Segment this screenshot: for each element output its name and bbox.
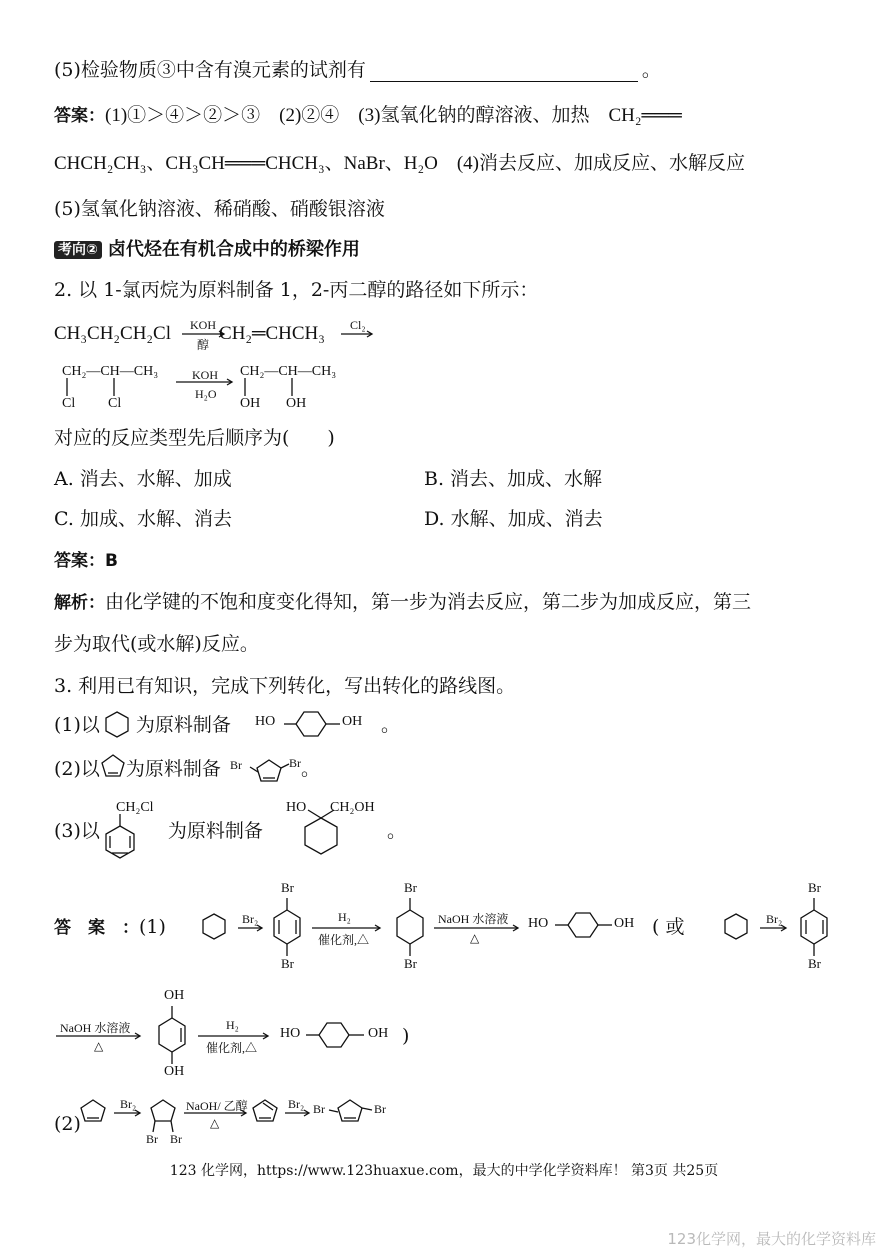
analysis-text-1: 由化学键的不饱和度变化得知，第一步为消去反应，第二步为加成反应，第三 <box>105 591 752 613</box>
cyclohexanediol <box>568 913 598 937</box>
ans-br2-3: Br₂ <box>120 1097 137 1111</box>
ans-br: Br <box>281 880 294 895</box>
dibromocyclohexane <box>397 910 423 944</box>
reagent-koh: KOH <box>190 318 216 332</box>
benzene <box>203 914 225 939</box>
cyclohexanediol-2 <box>319 1023 349 1047</box>
option-d: D. 水解、加成、消去 <box>424 508 603 530</box>
ans-br: Br <box>404 956 417 971</box>
ans-oh-bottom: OH <box>164 1064 185 1079</box>
ans-br2: Br₂ <box>242 912 259 926</box>
q3-p1-end: 。 <box>380 714 400 736</box>
q3-p1-mid: 为原料制备 <box>135 714 231 736</box>
ch2cl-label: CH₂Cl <box>116 800 154 815</box>
question-2-stem: 2. 以 1-氯丙烷为原料制备 1，2-丙二醇的路径如下所示： <box>54 279 539 301</box>
ch2oh-label: CH₂OH <box>330 800 375 815</box>
option-b: B. 消去、加成、水解 <box>424 468 603 490</box>
ans-cat-2: 催化剂,△ <box>206 1041 258 1055</box>
q3-p2-pre: (2)以 <box>54 758 100 780</box>
ans-oh: OH <box>614 916 635 931</box>
diol-sub-1: OH <box>240 396 261 411</box>
option-a: A. 消去、水解、加成 <box>54 468 232 490</box>
benzene-alt <box>725 914 747 939</box>
ans-br-b: Br <box>170 1132 182 1146</box>
reagent-alcohol: 醇 <box>197 338 210 352</box>
ans-ho-2: HO <box>280 1026 301 1041</box>
q3-p2-mid: 为原料制备 <box>125 758 221 780</box>
diol-sub-2: OH <box>286 396 307 411</box>
ans-br-c: Br <box>313 1102 325 1116</box>
ans-br-d: Br <box>374 1102 386 1116</box>
br-right: Br <box>289 756 301 770</box>
option-c: C. 加成、水解、消去 <box>54 508 232 530</box>
q3-p1-pre: (1)以 <box>54 714 100 736</box>
analysis-label: 解析： <box>54 593 105 613</box>
section-title: 卤代烃在有机合成中的桥梁作用 <box>107 239 360 260</box>
reagent-water: H₂O <box>195 387 217 401</box>
question-3-stem: 3. 利用已有知识，完成下列转化，写出转化的路线图。 <box>54 675 516 697</box>
ans-br2-4: Br₂ <box>288 1097 305 1111</box>
answer-label-2: 答案： <box>54 551 105 571</box>
page-footer: 123 化学网，https://www.123huaxue.com，最大的中学化学资料库！ 第3页 共25页 <box>169 1163 719 1179</box>
answer-1-text-1: (1)①＞④＞②＞③ (2)②④ (3)氢氧化钠的醇溶液、加热 CH₂═══ <box>105 105 682 126</box>
q3-p2-end: 。 <box>300 758 320 780</box>
watermark: 123化学网，最大的化学资料库 <box>667 1230 876 1248</box>
answer-label-3: 答 案 ： <box>54 918 139 938</box>
analysis-line-2: 步为取代(或水解)反应。 <box>54 633 259 655</box>
question-2-ask: 对应的反应类型先后顺序为( ) <box>54 427 335 449</box>
ans-delta-3: △ <box>210 1116 220 1130</box>
diol-chain: CH₂—CH—CH₃ <box>240 364 337 379</box>
answer-label: 答案： <box>54 106 105 126</box>
reagent-cl2: Cl₂ <box>350 318 366 332</box>
q3-p3-end: 。 <box>386 820 406 842</box>
reagent-koh-2: KOH <box>192 368 218 382</box>
ans-br: Br <box>404 880 417 895</box>
dichloro-sub-1: Cl <box>62 396 76 411</box>
answer-3-or: ( 或 <box>652 916 685 938</box>
bond <box>329 1110 338 1112</box>
bond <box>153 1121 155 1132</box>
answer-1-line-2: CHCH₂CH₃、CH₃CH═══CHCH₃、NaBr、H₂O (4)消去反应、加成反应、水解反应 <box>54 153 746 174</box>
route-1-product: CH₂═CHCH₃ <box>219 323 325 344</box>
route-1-reactant: CH₃CH₂CH₂Cl <box>54 323 172 344</box>
ans-br-a: Br <box>146 1132 158 1146</box>
ho-label: HO <box>286 800 307 815</box>
ans-cat: 催化剂,△ <box>318 933 370 947</box>
ans-h2-2: H₂ <box>226 1018 239 1032</box>
answer-value: B <box>105 551 118 571</box>
ans-br: Br <box>281 956 294 971</box>
bond <box>171 1121 173 1132</box>
ans-br2-alt: Br₂ <box>766 912 783 926</box>
answer-3-p2: (2) <box>54 1113 81 1135</box>
q3-p3-mid: 为原料制备 <box>167 820 263 842</box>
ans-ho: HO <box>528 916 549 931</box>
oh-right: OH <box>342 714 363 729</box>
q3-p3-pre: (3)以 <box>54 820 100 842</box>
answer-3-close: ) <box>402 1025 410 1047</box>
dichloro-chain: CH₂—CH—CH₃ <box>62 364 159 379</box>
dichloro-sub-2: Cl <box>108 396 122 411</box>
section-tag: 考向② <box>54 241 102 259</box>
answer-1-line-3: (5)氢氧化钠溶液、稀硝酸、硝酸银溶液 <box>54 198 385 220</box>
br-left: Br <box>230 758 242 772</box>
dibromocyclopentane <box>151 1100 175 1121</box>
question-5-end: 。 <box>641 59 661 81</box>
bond <box>362 1108 372 1110</box>
ans-naoh-2: NaOH 水溶液 <box>60 1021 131 1035</box>
ans-naoh: NaOH 水溶液 <box>438 912 509 926</box>
ans-naoh-etoh: NaOH/ 乙醇 <box>186 1099 248 1113</box>
ans-br: Br <box>808 880 821 895</box>
ans-delta: △ <box>470 931 480 945</box>
answer-3-p1: (1) <box>139 916 166 938</box>
ans-oh-2: OH <box>368 1026 389 1041</box>
ans-h2: H₂ <box>338 910 351 924</box>
question-5-text: (5)检验物质③中含有溴元素的试剂有 <box>54 59 366 81</box>
ans-oh-top: OH <box>164 988 185 1003</box>
ho-left: HO <box>255 714 276 729</box>
ans-delta-2: △ <box>94 1039 104 1053</box>
ans-br: Br <box>808 956 821 971</box>
